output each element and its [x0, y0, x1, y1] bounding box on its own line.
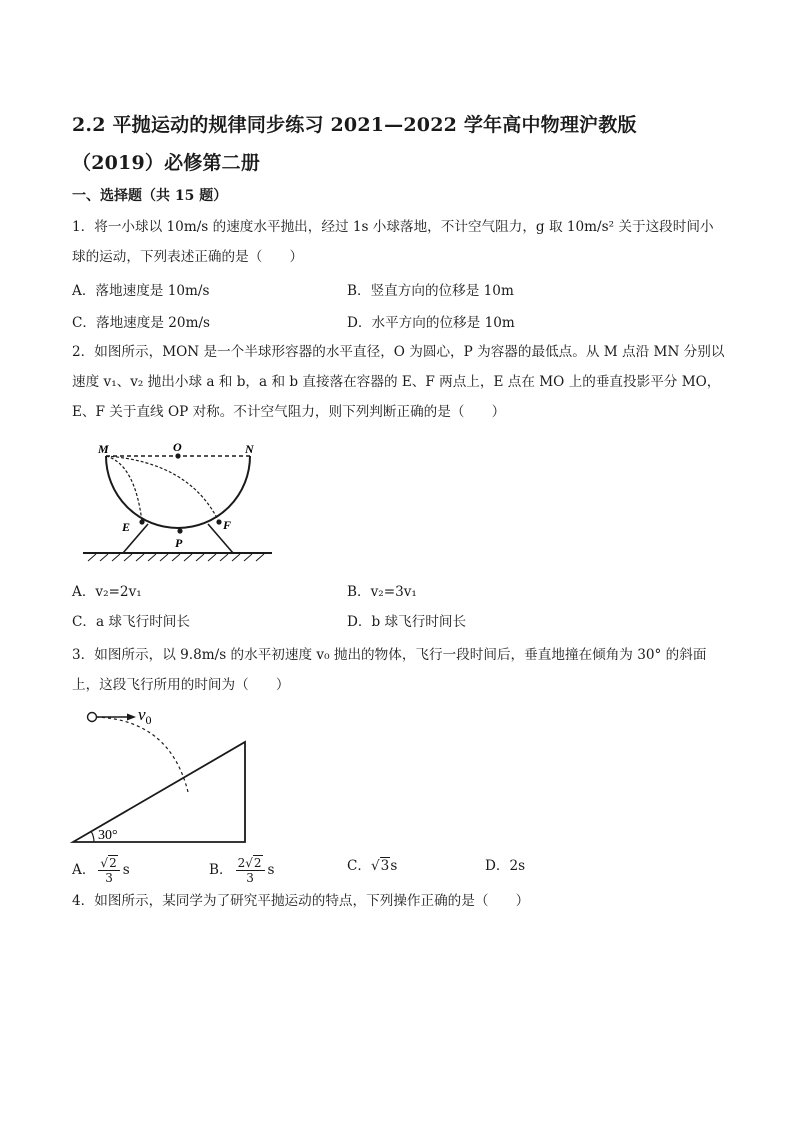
label-p: P: [175, 536, 183, 550]
q1-option-a: A．落地速度是 10m/s: [72, 283, 210, 299]
trajectory-path: [96, 717, 188, 792]
label-v0: $v_0$: [138, 705, 152, 727]
q1-option-c: C．落地速度是 20m/s: [72, 315, 211, 331]
question-1-text: 1．将一小球以 10m/s 的速度水平抛出，经过 1s 小球落地，不计空气阻力，g 取 10m/s² 关于这段时间小球的运动，下列表述正确的是（ ）: [72, 219, 714, 265]
q3-option-c-unit: s: [390, 858, 398, 874]
label-o: O: [173, 440, 182, 454]
worksheet-title: [72, 106, 732, 182]
q3-option-a-prefix: A．: [72, 862, 96, 878]
section-heading: 一、选择题（共 15 题）: [72, 188, 228, 204]
q2-option-a: A．v₂=2v₁: [72, 584, 142, 600]
q3-option-c-prefix: C．: [347, 858, 371, 874]
q3-option-b-prefix: B．: [209, 862, 233, 878]
label-e: E: [122, 520, 131, 534]
q1-option-b: B．竖直方向的位移是 10m: [347, 283, 514, 299]
projectile-ball: [88, 713, 97, 722]
q2-option-b: B．v₂=3v₁: [347, 584, 417, 600]
point-e: [139, 519, 144, 524]
q3-option-a-unit: s: [122, 862, 130, 878]
q3-option-a: [72, 856, 130, 885]
label-n: N: [245, 442, 254, 456]
trajectory-b: [106, 456, 219, 522]
label-f: F: [223, 518, 232, 532]
q3-option-b-unit: s: [267, 862, 275, 878]
q3-option-c-radicand: 3: [380, 858, 390, 874]
incline-projectile-figure: [70, 700, 260, 848]
question-4-text: 4．如图所示，某同学为了研究平抛运动的特点，下列操作正确的是（ ）: [72, 893, 530, 909]
question-3-text: 3．如图所示，以 9.8m/s 的水平初速度 v₀ 抛出的物体，飞行一段时间后，垂直地撞在倾角为 30° 的斜面上，这段飞行所用的时间为（ ）: [72, 647, 707, 693]
incline-triangle: [73, 742, 245, 842]
label-angle: 30°: [98, 828, 118, 843]
q3-option-d: D．2s: [485, 858, 526, 874]
trajectory-a: [106, 456, 142, 522]
q2-option-d: D．b 球飞行时间长: [347, 614, 467, 630]
q3-option-c: C．√3s: [347, 858, 398, 874]
title-line-1: 2.2 平抛运动的规律同步练习 2021—2022 学年高中物理沪教版: [72, 114, 637, 136]
question-2-text: 2．如图所示，MON 是一个半球形容器的水平直径，O 为圆心，P 为容器的最低点。从 M 点沿 MN 分别以速度 v₁、v₂ 抛出小球 a 和 b，a 和 b 直接落在容器的 E、F 两点上，E 点在 MO 上的垂直投影平分 MO，E、F 关于直线 OP 对称。不计空气阻力，则下列判断正确的是（ ）: [72, 344, 725, 420]
hemisphere-bowl-figure: [80, 436, 280, 566]
label-m: M: [98, 442, 109, 456]
point-p: [177, 528, 182, 533]
velocity-arrowhead: [127, 714, 136, 721]
q2-option-c: C．a 球飞行时间长: [72, 614, 190, 630]
q1-option-d: D．水平方向的位移是 10m: [347, 315, 515, 331]
angle-arc: [91, 832, 94, 843]
q3-option-b: [209, 856, 275, 885]
ground-hatch: [88, 554, 264, 561]
point-f: [216, 519, 221, 524]
title-line-2: （2019）必修第二册: [72, 152, 261, 174]
q3-option-a-fraction: $\frac{√2}{3}$: [98, 856, 119, 885]
q3-option-b-fraction: $\frac{2√2}{3}$: [236, 856, 265, 885]
point-o: [175, 453, 180, 458]
